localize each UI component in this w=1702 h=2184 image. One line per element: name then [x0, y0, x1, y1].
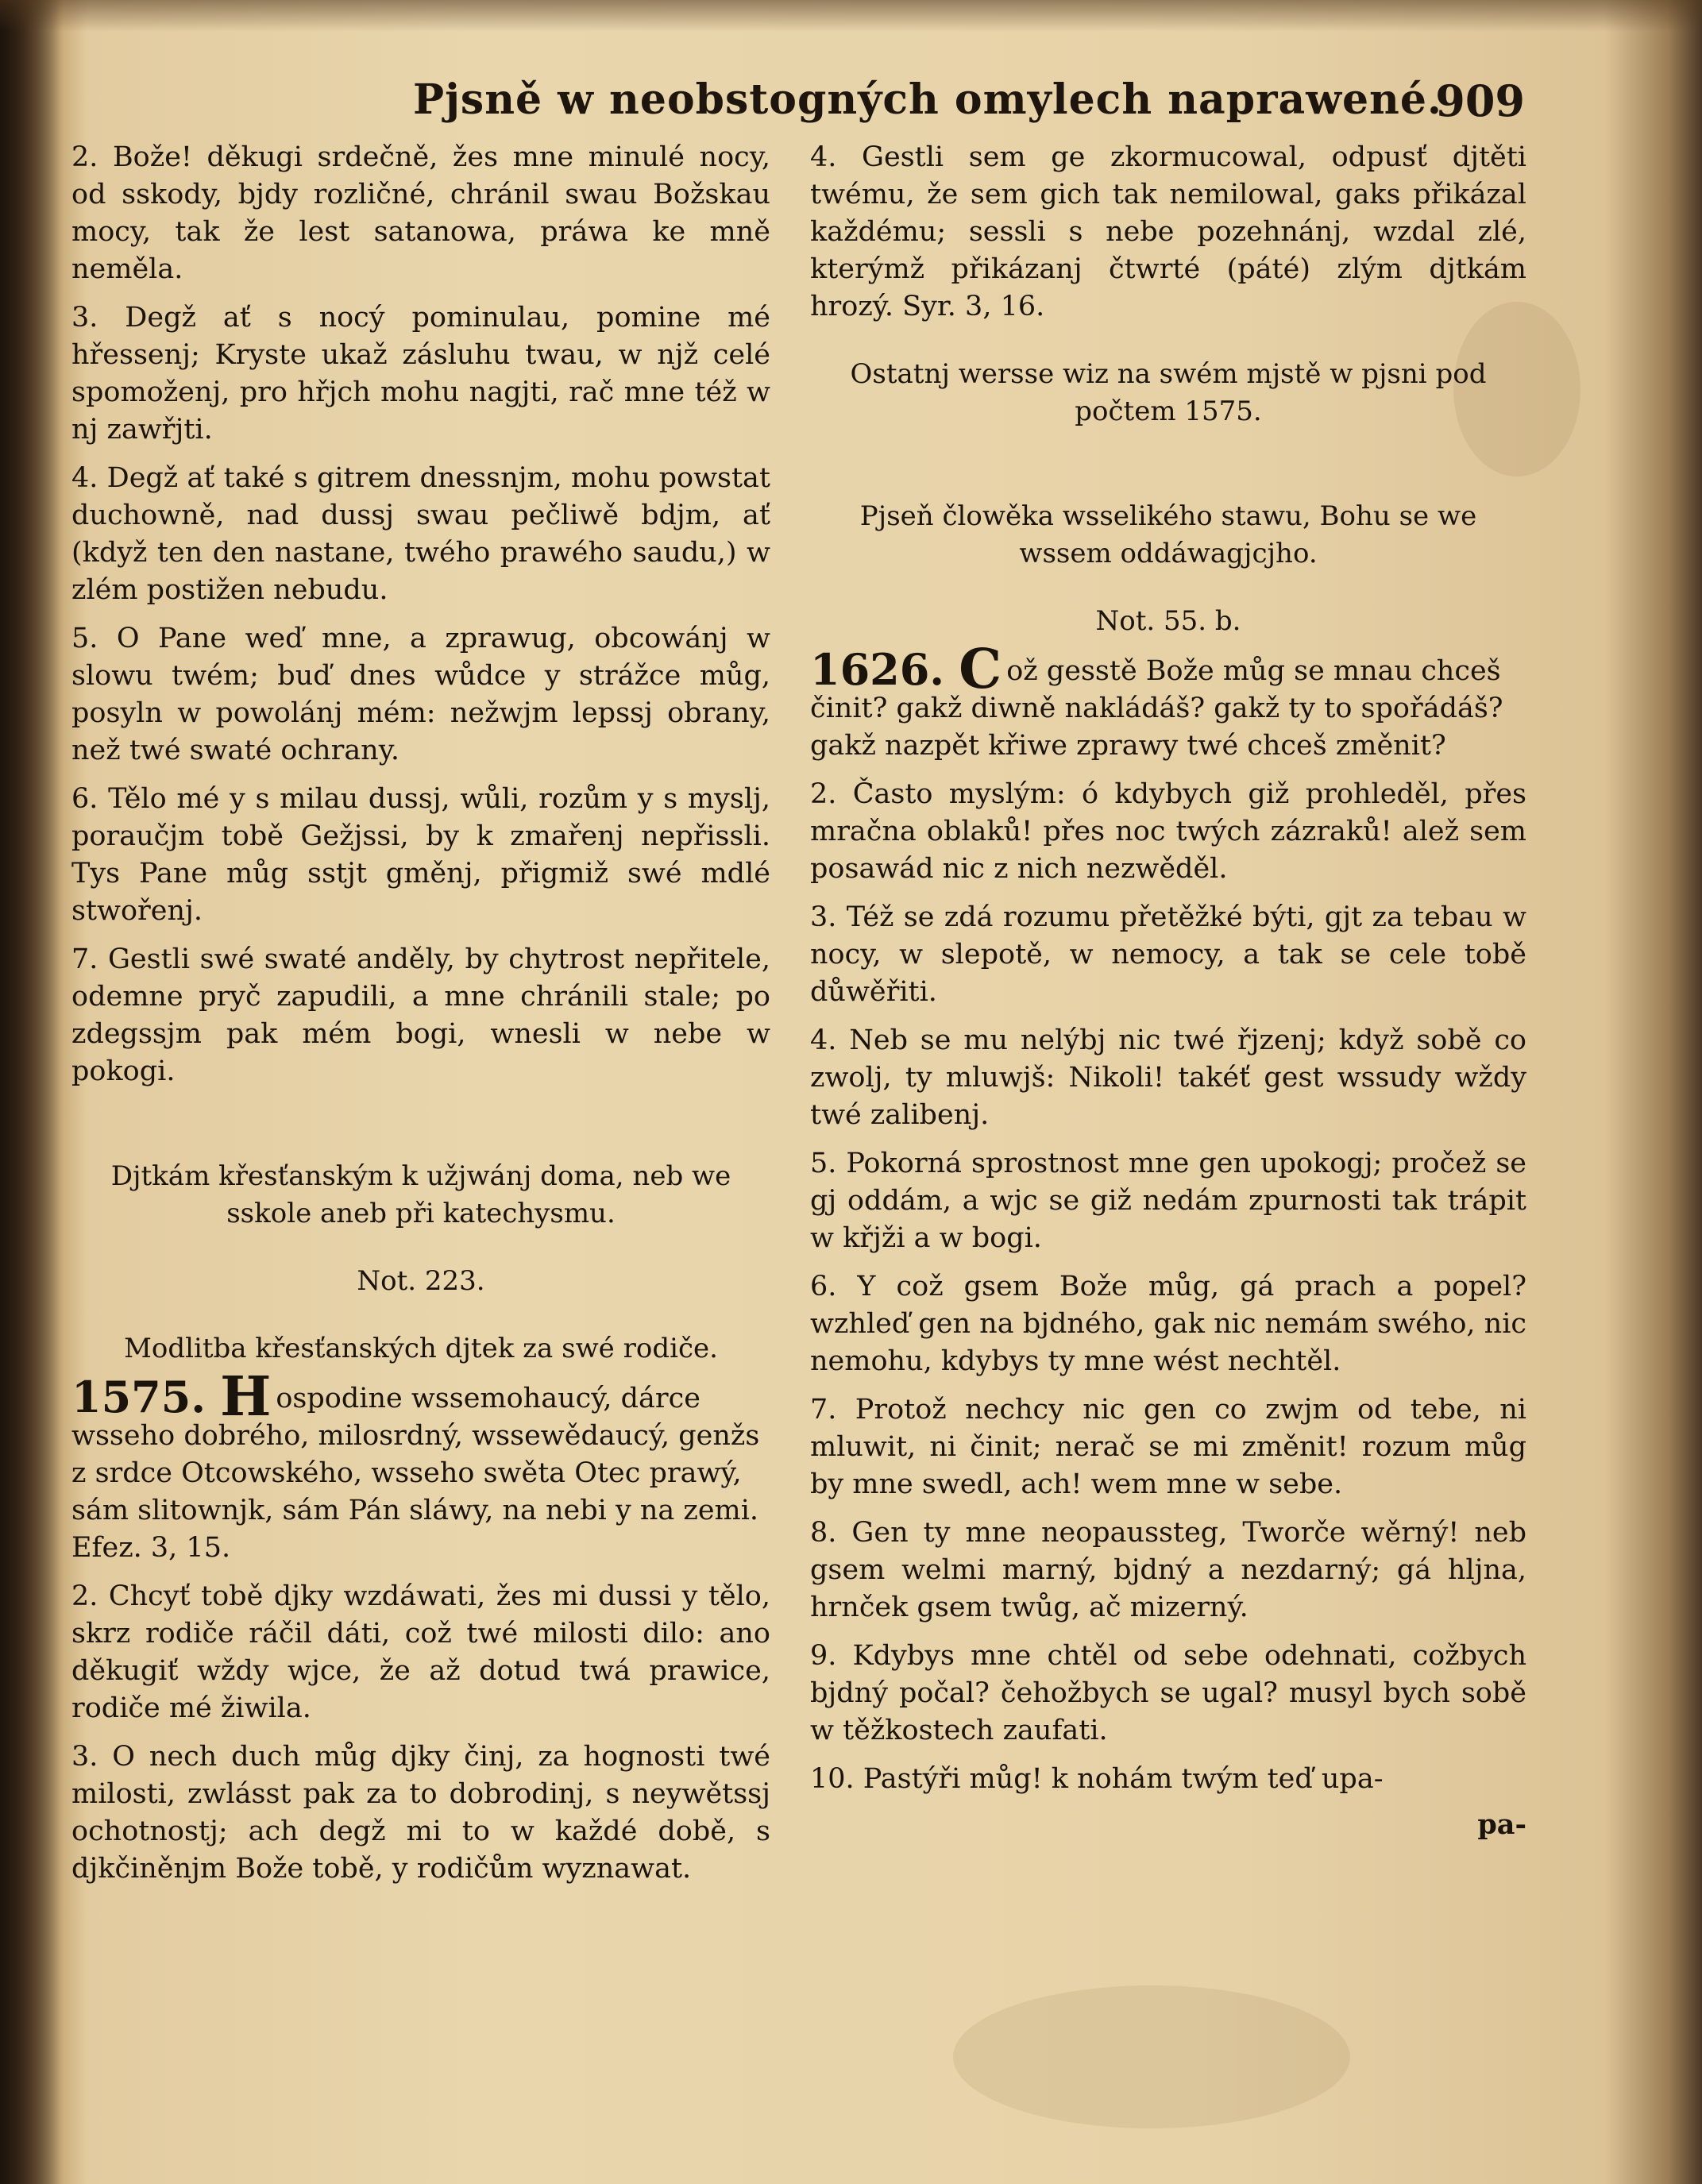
- stanza: 6. Tělo mé y s milau dussj, wůli, rozům y s myslj, poraučjm tobě Gežjssi, by k zmařenj nepřissli. Tys Pane můg sstjt gměnj, přigmiž swé mdlé stwořenj.: [71, 783, 770, 927]
- right-column: [810, 139, 1526, 1843]
- stanza: 4. Neb se mu nelýbj nic twé řjzenj; když sobě co zwolj, ty mluwjš: Nikoli! takéť gest wssudy wždy twé zalibenj.: [810, 1024, 1526, 1131]
- running-title: Pjsně w neobstogných omylech naprawené.: [413, 75, 1443, 124]
- stanza: 3. O nech duch můg djky činj, za hognosti twé milosti, zwlásst pak za to dobrodinj, s neywětssj ochotnostj; ach degž mi to w každé době, s djkčiněnjm Bože tobě, y rodičům wyznawat.: [71, 1741, 770, 1885]
- hymn-note: Not. 55. b.: [1095, 605, 1241, 637]
- stanza: 7. Protož nechcy nic gen co zwjm od tebe, ni mluwit, ni činit; nerač se mi změnit! rozum můg by mne swedl, ach! wem mne w sebe.: [810, 1394, 1526, 1500]
- stanza: 2. Bože! děkugi srdečně, žes mne minulé nocy, od sskody, bjdy rozličné, chránil swau Božskau mocy, tak že lest satanowa, práwa ke mně neměla.: [71, 141, 770, 285]
- stanza: 4. Gestli sem ge zkormucowal, odpusť djtěti twému, že sem gich tak nemilowal, gaks přikázal každému; sessli s nebe pozehnánj, wzdal zlé, kterýmž přikázanj čtwrté (páté) zlým djtkám hrozý. Syr. 3, 16.: [810, 141, 1526, 322]
- stanza: 5. O Pane weď mne, a zprawug, obcowánj w slowu twém; buď dnes wůdce y strážce můg, posyln w powolánj mém: nežwjm lepssj obrany, než twé swaté ochrany.: [71, 623, 770, 766]
- paper-stain: [953, 1985, 1350, 2128]
- left-column: [71, 139, 770, 1888]
- hymn-first-stanza: [71, 1365, 770, 1567]
- stanza: 4. Degž ať také s gitrem dnessnjm, mohu powstat duchowně, nad dussj swau pečliwě bdjm, ať (když ten den nastane, twého prawého saudu,) w zlém postižen nebudu.: [71, 462, 770, 606]
- drop-cap: H: [220, 1365, 272, 1429]
- stanza: 5. Pokorná sprostnost mne gen upokogj; pročež se gj oddám, a wjc se giž nedám zpurnosti tak trápit w křjži a w bogi.: [810, 1148, 1526, 1254]
- stanza: 7. Gestli swé swaté anděly, by chytrost nepřitele, odemne pryč zapudili, a mne chránili stale; po zdegssjm pak mém bogi, wnesli w nebe w pokogi.: [71, 943, 770, 1087]
- running-header: [413, 75, 1525, 139]
- catchword: pa-: [1477, 1808, 1526, 1841]
- stanza: 3. Též se zdá rozumu přetěžké býti, gjt za tebau w nocy, w slepotě, w nemocy, a tak se cele tobě důwěřiti.: [810, 901, 1526, 1008]
- stanza-text: ospodine wssemohaucý, dárce wsseho dobrého, milosrdný, wssewědaucý, genžs z srdce Otcowského, wsseho swěta Otec prawý, sám slitownjk, sám Pán sláwy, na nebi y na zemi. Efez. 3, 15.: [71, 1383, 760, 1564]
- page-top-edge: [0, 0, 1702, 32]
- section-note: Not. 223.: [357, 1265, 485, 1297]
- hymn-first-stanza: [810, 638, 1526, 765]
- stanza: 9. Kdybys mne chtěl od sebe odehnati, cožbych bjdný počal? čehožbych se ugal? musyl bych sobě w těžkostech zaufati.: [810, 1640, 1526, 1746]
- stanza: 6. Y což gsem Bože můg, gá prach a popel? wzhleď gen na bjdného, gak nic nemám swého, nic nemohu, kdybys ty mne wést nechtěl.: [810, 1271, 1527, 1377]
- cross-reference-note: Ostatnj wersse wiz na swém mjstě w pjsni pod počtem 1575.: [850, 358, 1487, 427]
- book-gutter-shadow: [0, 0, 64, 2184]
- page-number: 909: [1435, 75, 1525, 126]
- stanza-text: ož gesstě Bože můg se mnau chceš činit? gakž diwně nakládáš? gakž ty to spořádáš? gakž nazpět křiwe zprawy twé chceš změnit?: [810, 655, 1503, 762]
- hymn-title: Pjseň člowěka wsselikého stawu, Bohu se we wssem oddáwagjcjho.: [859, 500, 1477, 569]
- drop-cap: C: [959, 638, 1002, 701]
- stanza: 10. Pastýři můg! k nohám twým teď upa-: [810, 1763, 1384, 1795]
- hymn-number: 1575.: [71, 1372, 206, 1422]
- stanza: 8. Gen ty mne neopaussteg, Tworče wěrný! neb gsem welmi marný, bjdný a nezdarný; gá hljna, hrnček gsem twůg, ač mizerný.: [810, 1517, 1526, 1623]
- stanza: 2. Často myslým: ó kdybych giž prohleděl, přes mračna oblaků! přes noc twých zázraků! alež sem posawád nic z nich nezwěděl.: [810, 778, 1526, 885]
- hymn-title: Modlitba křesťanských djtek za swé rodiče.: [124, 1333, 718, 1364]
- section-heading: Djtkám křesťanským k užjwánj doma, neb we sskole aneb při katechysmu.: [110, 1160, 731, 1229]
- stanza: 3. Degž ať s nocý pominulau, pomine mé hřessenj; Kryste ukaž zásluhu twau, w njž celé spomoženj, pro hřjch mohu nagjti, rač mne též w nj zawřjti.: [71, 302, 770, 446]
- hymn-number: 1626.: [810, 644, 945, 695]
- stanza: 2. Chcyť tobě djky wzdáwati, žes mi dussi y tělo, skrz rodiče ráčil dáti, což twé milosti dilo: ano děkugiť wždy wjce, že až dotud twá prawice, rodiče mé žiwila.: [71, 1580, 770, 1724]
